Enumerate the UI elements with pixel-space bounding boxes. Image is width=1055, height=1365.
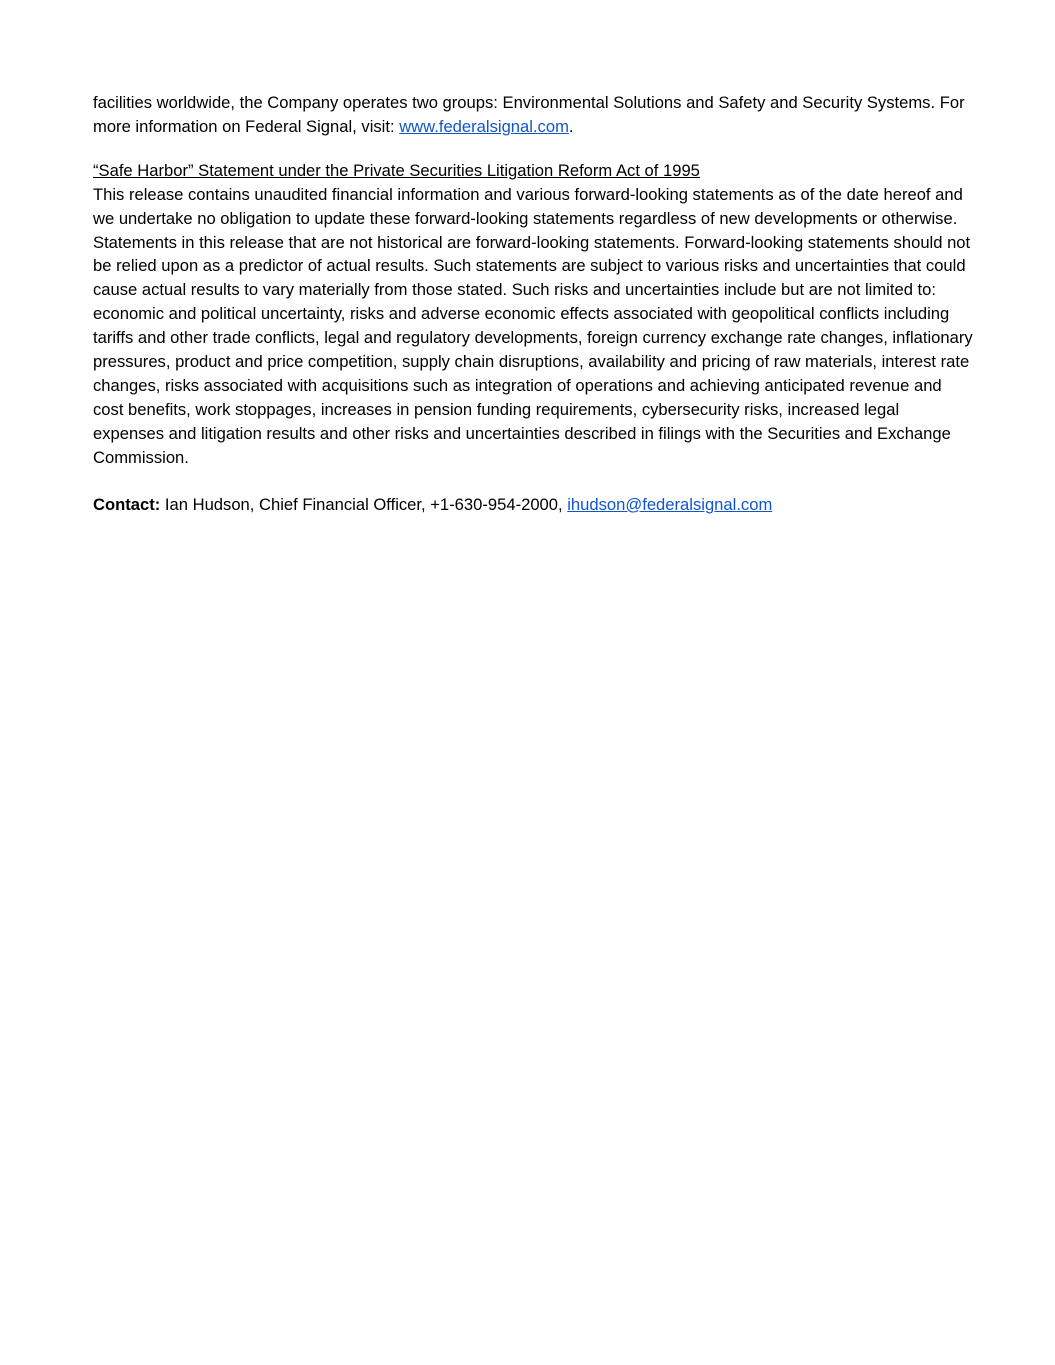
document-page (93, 91, 973, 517)
company-description-trailing: . (568, 116, 574, 136)
website-link[interactable]: www.federalsignal.com (399, 116, 569, 136)
company-description-text: facilities worldwide, the Company operates two groups: Environmental Solutions and Safety and Security Systems. For more information on Federal Signal, visit: (93, 93, 965, 136)
company-description-paragraph (93, 91, 973, 139)
contact-details: Ian Hudson, Chief Financial Officer, +1-630-954-2000, (160, 494, 568, 514)
safe-harbor-heading: “Safe Harbor” Statement under the Private Securities Litigation Reform Act of 1995 (93, 160, 700, 180)
contact-line (93, 493, 973, 517)
contact-email-link[interactable]: ihudson@federalsignal.com (567, 494, 773, 514)
contact-label: Contact: (93, 494, 161, 514)
safe-harbor-disclaimer: This release contains unaudited financial information and various forward-looking statements as of the date hereof and we undertake no obligation to update these forward-looking statements regardless of new developments or otherwise. Statements in this release that are not historical are forward-looking statements. Forward-looking statements should not be relied upon as a predictor of actual results. Such statements are subject to various risks and uncertainties that could cause actual results to vary materially from those stated. Such risks and uncertainties include but are not limited to: economic and political uncertainty, risks and adverse economic effects associated with geopolitical conflicts including tariffs and other trade conflicts, legal and regulatory developments, foreign currency exchange rate changes, inflationary pressures, product and price competition, supply chain disruptions, availability and pricing of raw materials, interest rate changes, risks associated with acquisitions such as integration of operations and achieving anticipated revenue and cost benefits, work stoppages, increases in pension funding requirements, cybersecurity risks, increased legal expenses and litigation results and other risks and uncertainties described in filings with the Securities and Exchange Commission. (93, 184, 973, 467)
